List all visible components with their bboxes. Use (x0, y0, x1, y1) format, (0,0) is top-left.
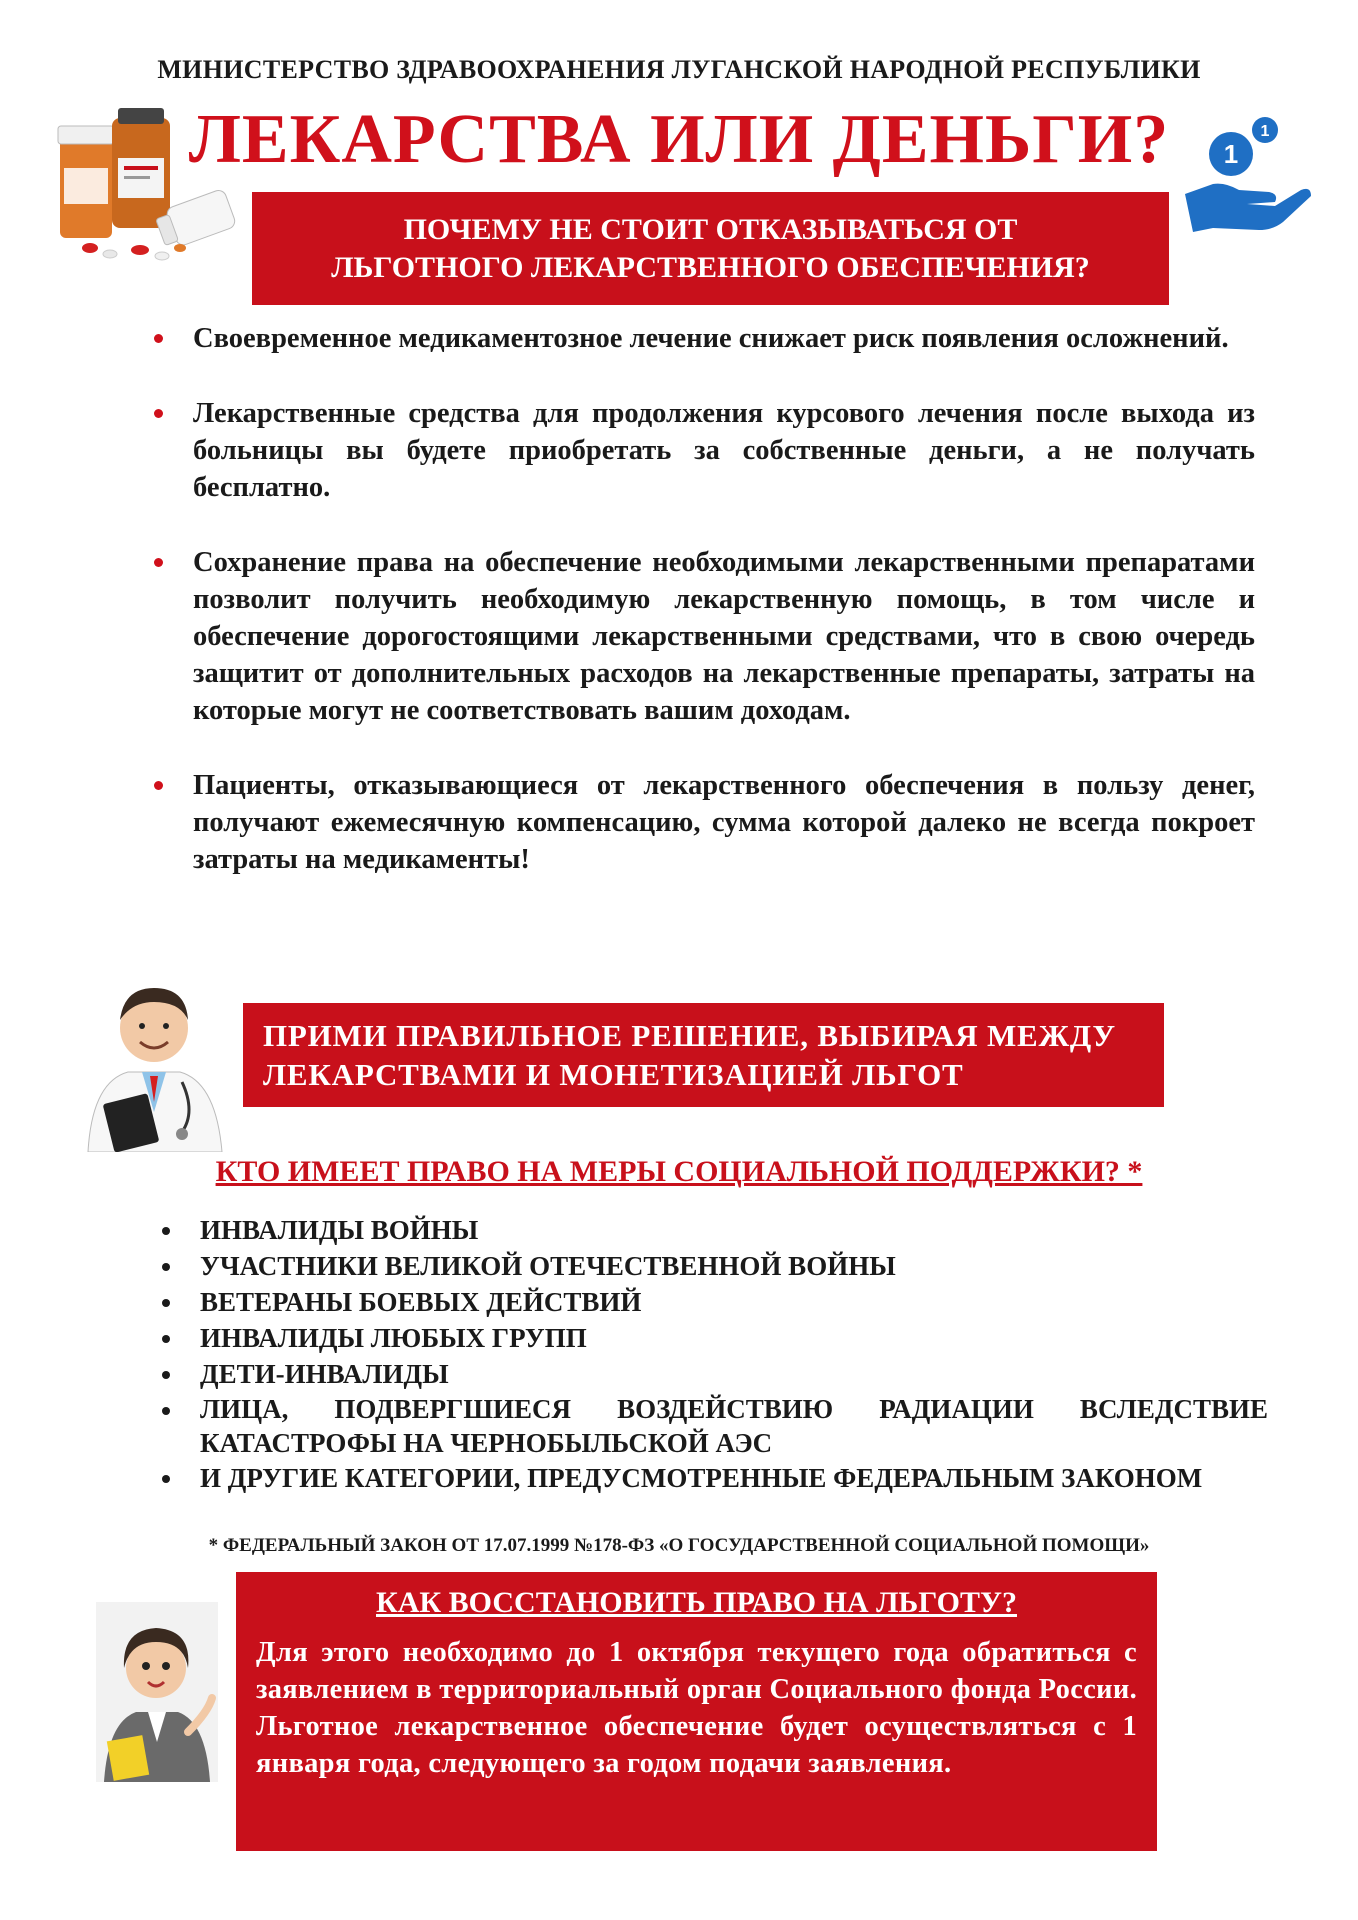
reason-item: Лекарственные средства для продолжения курсового лечения после выхода из больницы вы будете приобретать за собственные деньги, а не получать бесплатно. (150, 395, 1255, 506)
reason-item: Сохранение права на обеспечение необходимыми лекарственными препаратами позволит получить необходимую лекарственную помощь, в том числе и обеспечение дорогостоящими лекарственными средствами, что в свою очередь защитит от дополнительных расходов на лекарственные препараты, затраты на которые могут не соответствовать вашим доходам. (150, 544, 1255, 729)
coin-large-icon: 1 (1223, 139, 1239, 169)
restore-right-banner (236, 1572, 1157, 1851)
eligibility-item: ВЕТЕРАНЫ БОЕВЫХ ДЕЙСТВИЙ (158, 1284, 1268, 1320)
hand-coins-icon (1183, 112, 1313, 242)
eligibility-item: ИНВАЛИДЫ ВОЙНЫ (158, 1212, 1268, 1248)
eligibility-item: ИНВАЛИДЫ ЛЮБЫХ ГРУПП (158, 1320, 1268, 1356)
restore-heading: КАК ВОССТАНОВИТЬ ПРАВО НА ЛЬГОТУ? (376, 1586, 1017, 1619)
page-title: ЛЕКАРСТВА ИЛИ ДЕНЬГИ? (188, 101, 1170, 178)
eligibility-heading: КТО ИМЕЕТ ПРАВО НА МЕРЫ СОЦИАЛЬНОЙ ПОДДЕРЖКИ? * (215, 1155, 1143, 1188)
decision-banner-line-2: ЛЕКАРСТВАМИ И МОНЕТИЗАЦИЕЙ ЛЬГОТ (263, 1057, 964, 1092)
woman-illustration-icon (96, 1602, 218, 1782)
eligibility-item: И ДРУГИЕ КАТЕГОРИИ, ПРЕДУСМОТРЕННЫЕ ФЕДЕРАЛЬНЫМ ЗАКОНОМ (158, 1460, 1268, 1496)
why-banner-line-1: ПОЧЕМУ НЕ СТОИТ ОТКАЗЫВАТЬСЯ ОТ (403, 212, 1018, 246)
law-footnote: * ФЕДЕРАЛЬНЫЙ ЗАКОН ОТ 17.07.1999 №178-ФЗ «О ГОСУДАРСТВЕННОЙ СОЦИАЛЬНОЙ ПОМОЩИ» (208, 1535, 1150, 1556)
decision-banner-line-1: ПРИМИ ПРАВИЛЬНОЕ РЕШЕНИЕ, ВЫБИРАЯ МЕЖДУ (263, 1018, 1116, 1053)
eligibility-list (158, 1212, 1268, 1496)
eligibility-item: УЧАСТНИКИ ВЕЛИКОЙ ОТЕЧЕСТВЕННОЙ ВОЙНЫ (158, 1248, 1268, 1284)
eligibility-item: ДЕТИ-ИНВАЛИДЫ (158, 1356, 1268, 1392)
why-banner-line-2: ЛЬГОТНОГО ЛЕКАРСТВЕННОГО ОБЕСПЕЧЕНИЯ? (331, 250, 1090, 284)
eligibility-item: ЛИЦА, ПОДВЕРГШИЕСЯ ВОЗДЕЙСТВИЮ РАДИАЦИИ ВСЛЕДСТВИЕ КАТАСТРОФЫ НА ЧЕРНОБЫЛЬСКОЙ АЭС (158, 1392, 1268, 1460)
why-not-refuse-banner (252, 192, 1169, 305)
restore-text: Для этого необходимо до 1 октября текущего года обратиться с заявлением в территориальный орган Социального фонда России. Льготное лекарственное обеспечение будет осуществляться с 1 января года, следующего за годом подачи заявления. (256, 1637, 1137, 1779)
reason-item: Пациенты, отказывающиеся от лекарственного обеспечения в пользу денег, получают ежемесячную компенсацию, сумма которой далеко не всегда покроет затраты на медикаменты! (150, 767, 1255, 878)
coin-small-icon: 1 (1260, 123, 1270, 140)
decision-banner (243, 1003, 1164, 1107)
ministry-name: МИНИСТЕРСТВО ЗДРАВООХРАНЕНИЯ ЛУГАНСКОЙ НАРОДНОЙ РЕСПУБЛИКИ (157, 55, 1201, 84)
reasons-list (150, 320, 1255, 916)
medicine-bottles-icon (50, 108, 240, 268)
doctor-illustration-icon (78, 972, 230, 1152)
reason-item: Своевременное медикаментозное лечение снижает риск появления осложнений. (150, 320, 1255, 357)
